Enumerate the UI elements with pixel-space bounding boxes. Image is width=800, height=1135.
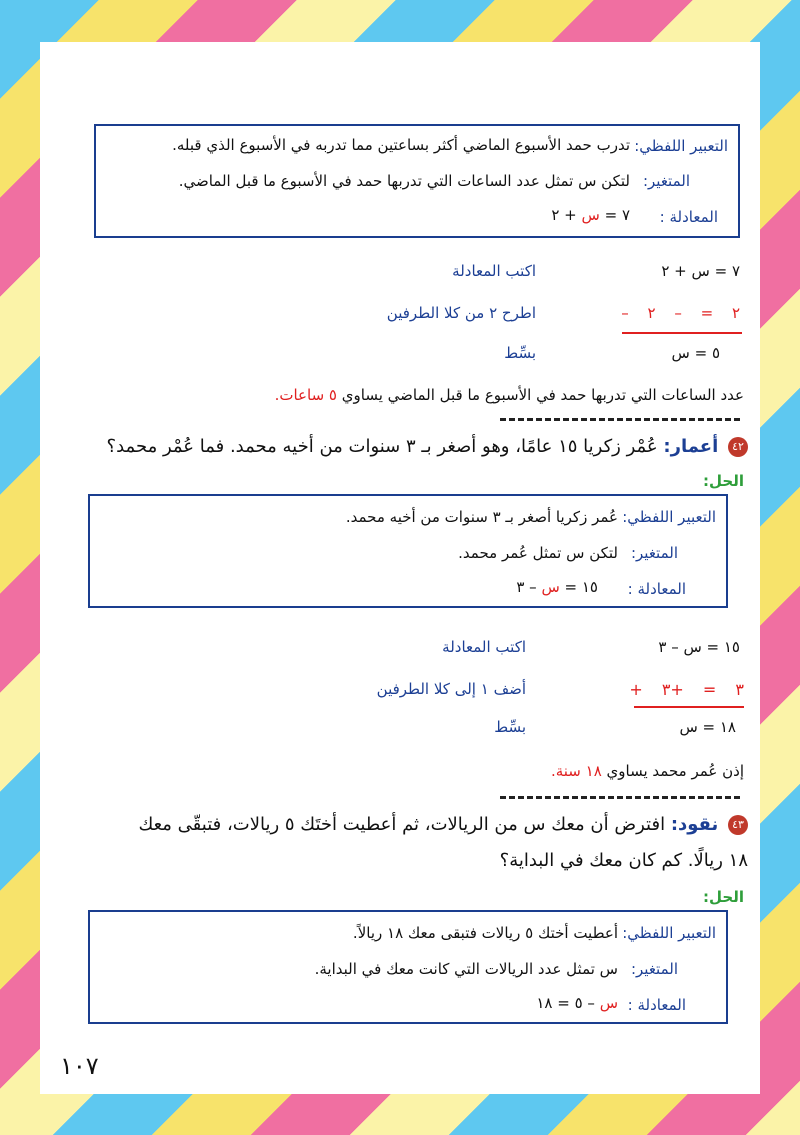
solve2-step2-desc: أضف ١ إلى كلا الطرفين (376, 680, 526, 698)
verbal-row (634, 136, 728, 155)
variable-text: لتكن س تمثل عُمر محمد. (458, 544, 618, 562)
eq-left: ٧ = (604, 206, 630, 224)
question-text: عُمْر زكريا ١٥ عامًا، وهو أصغر بـ ٣ سنوات من أخيه محمد. فما عُمْر محمد؟ (106, 436, 658, 457)
eq-variable: س (581, 206, 600, 224)
equation-box-2 (88, 494, 728, 608)
solve1-step3-desc: بسِّط (504, 344, 536, 362)
question-title: أعمار: (663, 436, 719, 457)
solve2-conclusion (551, 762, 744, 780)
solve2-step3-eq: ١٨ = س (679, 718, 736, 736)
eq-left: ١٥ = (564, 578, 598, 596)
eq-right: + ٢ (551, 206, 577, 224)
equation (516, 578, 598, 596)
solution-label-42: الحل: (703, 472, 744, 490)
verbal-text: أعطيت أختك ٥ ريالات فتبقى معك ١٨ ريالاً. (352, 924, 618, 942)
solve2-underline (634, 706, 744, 708)
solve2-step2-eq: + ٣ = +٣ (629, 680, 744, 699)
verbal-text: عُمر زكريا أصغر بـ ٣ سنوات من أخيه محمد. (345, 508, 618, 526)
equation-label: المعادلة : (627, 996, 686, 1014)
conclusion-text: عدد الساعات التي تدربها حمد في الأسبوع ما قبل الماضي يساوي (341, 386, 744, 404)
equation-label: المعادلة : (659, 208, 718, 226)
solve2-step3-desc: بسِّط (494, 718, 526, 736)
conclusion-answer: ١٨ سنة. (550, 762, 602, 780)
variable-label: المتغير: (630, 960, 678, 978)
solve1-step2-desc: اطرح ٢ من كلا الطرفين (386, 304, 536, 322)
solve2-step1-desc: اكتب المعادلة (442, 638, 526, 656)
worksheet-page (40, 42, 760, 1094)
question-text-line2: ١٨ ريالًا. كم كان معك في البداية؟ (499, 850, 748, 871)
solve1-conclusion (275, 386, 744, 404)
solve1-step2-eq: – ٢ = – ٢ (621, 304, 740, 322)
eq-right: – ٣ (516, 578, 537, 596)
divider-1 (500, 418, 740, 421)
conclusion-answer: ٥ ساعات. (274, 386, 337, 404)
equation-label: المعادلة : (627, 580, 686, 598)
eq-rest: – ٥ = ١٨ (536, 994, 595, 1012)
question-number-badge: ٤٢ (728, 437, 748, 457)
conclusion-text: إذن عُمر محمد يساوي (606, 762, 744, 780)
variable-label: المتغير: (630, 544, 678, 562)
page-number: ١٠٧ (60, 1052, 99, 1080)
variable-text: س تمثل عدد الريالات التي كانت معك في البداية. (314, 960, 618, 978)
equation-box-3 (88, 910, 728, 1024)
solution-label-43: الحل: (703, 888, 744, 906)
eq-variable: س (599, 994, 618, 1012)
question-42 (107, 436, 748, 457)
solve1-step1-desc: اكتب المعادلة (452, 262, 536, 280)
question-number-badge: ٤٣ (728, 815, 748, 835)
divider-2 (500, 796, 740, 799)
variable-label: المتغير: (642, 172, 690, 190)
question-text-line1: افترض أن معك س من الريالات، ثم أعطيت أختَك ٥ ريالات، فتبقّى معك (138, 814, 666, 835)
equation-box-1 (94, 124, 740, 238)
equation (551, 206, 630, 224)
eq-variable: س (541, 578, 560, 596)
verbal-label: التعبير اللفظي: (622, 924, 716, 942)
question-43 (88, 814, 748, 835)
solve1-step1-eq: ٧ = س + ٢ (661, 262, 740, 280)
verbal-text: تدرب حمد الأسبوع الماضي أكثر بساعتين مما تدربه في الأسبوع الذي قبله. (172, 136, 630, 154)
verbal-label: التعبير اللفظي: (622, 508, 716, 526)
equation (536, 994, 618, 1012)
verbal-label: التعبير اللفظي: (634, 137, 728, 155)
variable-text: لتكن س تمثل عدد الساعات التي تدربها حمد في الأسبوع ما قبل الماضي. (178, 172, 630, 190)
solve2-step1-eq: ١٥ = س – ٣ (658, 638, 740, 656)
solve1-step3-eq: ٥ = س (671, 344, 720, 362)
solve1-underline (622, 332, 742, 334)
question-title: نقود: (670, 814, 719, 835)
